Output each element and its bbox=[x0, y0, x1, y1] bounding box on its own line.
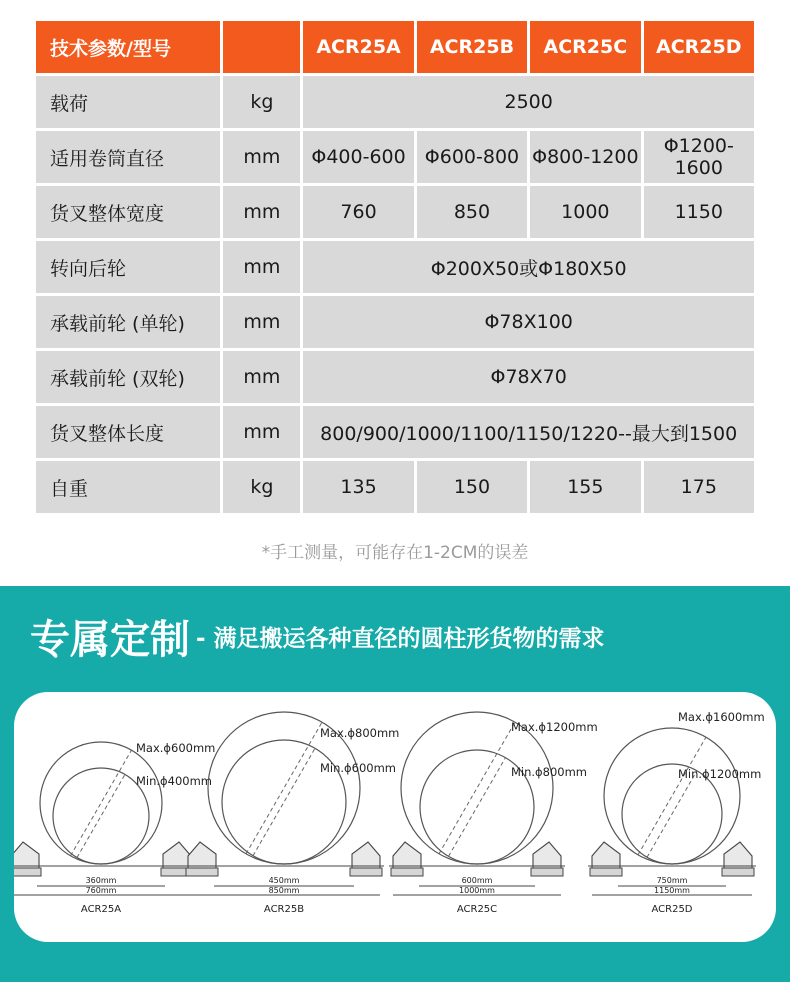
row-label: 适用卷筒直径 bbox=[36, 131, 220, 183]
row-unit: kg bbox=[223, 76, 300, 128]
row-value: Φ600-800 bbox=[417, 131, 527, 183]
fork-support bbox=[14, 842, 39, 868]
model-label: ACR25A bbox=[80, 904, 122, 915]
row-value: 1000 bbox=[530, 186, 640, 238]
row-value: 135 bbox=[303, 461, 413, 513]
row-label: 载荷 bbox=[36, 76, 220, 128]
table-row bbox=[36, 131, 754, 183]
row-unit: mm bbox=[223, 406, 300, 458]
model-label: ACR25B bbox=[263, 904, 305, 915]
header-model-b: ACR25B bbox=[417, 21, 527, 73]
max-diameter-label: Max.ϕ600mm bbox=[136, 741, 216, 755]
row-unit: mm bbox=[223, 351, 300, 403]
fork-base bbox=[391, 868, 423, 876]
row-value: Φ400-600 bbox=[303, 131, 413, 183]
fork-base bbox=[14, 868, 41, 876]
table-row bbox=[36, 76, 754, 128]
min-diameter-line bbox=[77, 774, 125, 857]
header-model-d: ACR25D bbox=[644, 21, 754, 73]
banner-title: 专属定制 bbox=[30, 617, 190, 663]
row-value: 850 bbox=[417, 186, 527, 238]
model-label: ACR25C bbox=[456, 904, 498, 915]
header-unit bbox=[223, 21, 300, 73]
row-value: 2500 bbox=[303, 76, 754, 128]
fork-base bbox=[722, 868, 754, 876]
row-unit: mm bbox=[223, 131, 300, 183]
row-value: Φ78X100 bbox=[303, 296, 754, 348]
table-row bbox=[36, 296, 754, 348]
max-diameter-line bbox=[439, 722, 515, 854]
table-row bbox=[36, 351, 754, 403]
inner-dimension-label: 450mm bbox=[268, 876, 300, 885]
min-diameter-label: Min.ϕ600mm bbox=[320, 761, 397, 775]
min-diameter-label: Min.ϕ400mm bbox=[136, 774, 213, 788]
measurement-note: *手工测量，可能存在1-2CM的误差 bbox=[261, 543, 529, 563]
header-model-a: ACR25A bbox=[303, 21, 413, 73]
row-label: 承载前轮 (单轮) bbox=[36, 296, 220, 348]
row-label: 转向后轮 bbox=[36, 241, 220, 293]
row-value: Φ78X70 bbox=[303, 351, 754, 403]
row-value: 1150 bbox=[644, 186, 754, 238]
min-diameter-circle bbox=[53, 768, 149, 864]
fork-support bbox=[724, 842, 752, 868]
outer-dimension-label: 1000mm bbox=[459, 886, 495, 895]
fork-support bbox=[352, 842, 380, 868]
banner-subtitle: - 满足搬运各种直径的圆柱形货物的需求 bbox=[196, 626, 605, 652]
customization-section bbox=[0, 586, 790, 982]
row-value: 175 bbox=[644, 461, 754, 513]
diagram-panel bbox=[14, 692, 776, 942]
fork-support bbox=[163, 842, 191, 868]
max-diameter-line bbox=[71, 750, 132, 856]
row-value: 155 bbox=[530, 461, 640, 513]
row-value: Φ800-1200 bbox=[530, 131, 640, 183]
row-unit: mm bbox=[223, 296, 300, 348]
banner bbox=[30, 608, 605, 665]
row-unit: mm bbox=[223, 241, 300, 293]
header-model-c: ACR25C bbox=[530, 21, 640, 73]
min-diameter-label: Min.ϕ800mm bbox=[511, 765, 588, 779]
row-label: 货叉整体宽度 bbox=[36, 186, 220, 238]
inner-dimension-label: 600mm bbox=[461, 876, 493, 885]
spec-table bbox=[33, 18, 757, 516]
fork-support bbox=[533, 842, 561, 868]
max-diameter-label: Max.ϕ1200mm bbox=[511, 720, 598, 734]
row-label: 货叉整体长度 bbox=[36, 406, 220, 458]
table-row bbox=[36, 186, 754, 238]
min-diameter-line bbox=[647, 771, 697, 858]
row-value: 150 bbox=[417, 461, 527, 513]
table-row bbox=[36, 241, 754, 293]
table-row bbox=[36, 406, 754, 458]
fork-base bbox=[186, 868, 218, 876]
min-diameter-line bbox=[253, 748, 315, 855]
header-param-label: 技术参数/型号 bbox=[36, 21, 220, 73]
min-diameter-line bbox=[449, 758, 506, 857]
row-value: Φ200X50或Φ180X50 bbox=[303, 241, 754, 293]
max-diameter-label: Max.ϕ800mm bbox=[320, 726, 400, 740]
max-diameter-label: Max.ϕ1600mm bbox=[678, 710, 765, 724]
fork-base bbox=[350, 868, 382, 876]
min-diameter-label: Min.ϕ1200mm bbox=[678, 767, 762, 781]
row-value: Φ1200-1600 bbox=[644, 131, 754, 183]
outer-dimension-label: 1150mm bbox=[654, 886, 690, 895]
model-label: ACR25D bbox=[651, 904, 693, 915]
inner-dimension-label: 360mm bbox=[85, 876, 117, 885]
row-label: 承载前轮 (双轮) bbox=[36, 351, 220, 403]
row-value: 760 bbox=[303, 186, 413, 238]
row-unit: mm bbox=[223, 186, 300, 238]
row-unit: kg bbox=[223, 461, 300, 513]
fork-base bbox=[590, 868, 622, 876]
inner-dimension-label: 750mm bbox=[656, 876, 688, 885]
table-header-row bbox=[36, 21, 754, 73]
outer-dimension-label: 850mm bbox=[268, 886, 300, 895]
fork-support bbox=[393, 842, 421, 868]
row-value: 800/900/1000/1100/1150/1220--最大到1500 bbox=[303, 406, 754, 458]
fork-support bbox=[188, 842, 216, 868]
diameter-diagrams bbox=[14, 692, 776, 942]
row-label: 自重 bbox=[36, 461, 220, 513]
max-diameter-line bbox=[638, 737, 706, 855]
fork-base bbox=[531, 868, 563, 876]
max-diameter-line bbox=[246, 722, 322, 854]
outer-dimension-label: 760mm bbox=[85, 886, 117, 895]
fork-support bbox=[592, 842, 620, 868]
table-row bbox=[36, 461, 754, 513]
